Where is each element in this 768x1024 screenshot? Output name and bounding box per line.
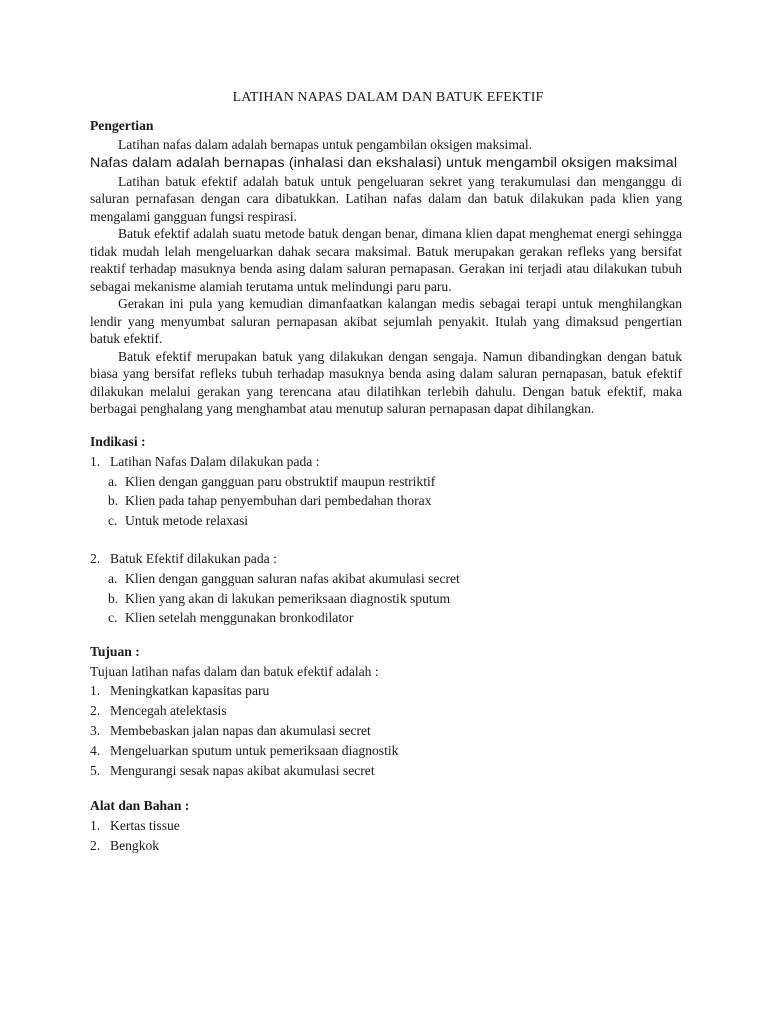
item-letter: a. — [108, 571, 118, 586]
item-number: 2. — [90, 702, 101, 718]
pengertian-paragraph: Batuk efektif merupakan batuk yang dilakukan dengan sengaja. Namun dibandingkan dengan batuk biasa yang bersifat refleks tubuh terhadap masuknya benda asing dalam saluran pernapasan, batuk efektif dilakukan melalui gerakan yang terencana atau dilatihkan terlebih dahulu. Dengan batuk efektif, maka berbagai penghalang yang menghambat atau menutup saluran pernapasan dapat dihilangkan. — [90, 348, 682, 416]
numbered-item — [90, 816, 682, 836]
lettered-item — [90, 589, 682, 609]
lettered-item — [90, 472, 682, 492]
item-text: Klien yang akan di lakukan pemeriksaan diagnostik sputum — [125, 590, 451, 606]
section-indikasi — [90, 433, 682, 628]
section-alat-bahan — [90, 797, 682, 856]
pengertian-paragraph: Batuk efektif adalah suatu metode batuk dengan benar, dimana klien dapat menghemat energi sehingga tidak mudah lelah mengeluarkan dahak secara maksimal. Batuk merupakan gerakan refleks yang bersifat reaktif terhadap masuknya benda asing dalam saluran pernapasan. Gerakan ini terjadi atau dilakukan tubuh sebagai mekanisme alamiah terutama untuk melindungi paru paru. — [90, 226, 682, 294]
item-letter: c. — [108, 610, 118, 625]
item-text: Untuk metode relaxasi — [125, 512, 249, 528]
item-number: 1. — [90, 817, 101, 833]
item-number: 1. — [90, 682, 101, 698]
item-text: Mengeluarkan sputum untuk pemeriksaan diagnostik — [110, 742, 399, 758]
item-text: Membebaskan jalan napas dan akumulasi secret — [110, 722, 371, 738]
item-text: Bengkok — [110, 837, 160, 853]
item-letter: b. — [108, 493, 119, 508]
item-text: Latihan Nafas Dalam dilakukan pada : — [110, 453, 320, 469]
item-number: 3. — [90, 722, 101, 738]
item-number: 2. — [90, 551, 101, 566]
item-text: Mengurangi sesak napas akibat akumulasi secret — [110, 762, 375, 778]
item-text: Klien setelah menggunakan bronkodilator — [125, 610, 354, 625]
numbered-item — [90, 721, 682, 741]
section-heading-pengertian: Pengertian — [90, 118, 154, 133]
lettered-item — [90, 491, 682, 511]
item-text: Klien dengan gangguan saluran nafas akibat akumulasi secret — [125, 571, 460, 586]
pengertian-paragraph-text: Latihan nafas dalam adalah bernapas untuk pengambilan oksigen maksimal. — [118, 137, 533, 152]
item-text: Klien pada tahap penyembuhan dari pembedahan thorax — [125, 493, 432, 508]
tujuan-intro: Tujuan latihan nafas dalam dan batuk efektif adalah : — [90, 663, 379, 679]
item-letter: a. — [108, 473, 118, 489]
numbered-item — [90, 701, 682, 721]
numbered-item — [90, 681, 682, 701]
numbered-item — [90, 549, 682, 569]
item-text: Meningkatkan kapasitas paru — [110, 682, 270, 698]
pengertian-paragraph: Gerakan ini pula yang kemudian dimanfaatkan kalangan medis sebagai terapi untuk menghilangkan lendir yang menyumbat saluran pernapasan akibat sejumlah penyakit. Itulah yang dimaksud pengertian batuk efektif. — [90, 296, 682, 346]
numbered-item — [90, 761, 682, 781]
numbered-item — [90, 836, 682, 856]
pengertian-paragraph: Latihan batuk efektif adalah batuk untuk pengeluaran sekret yang terakumulasi dan menganggu di saluran pernafasan dengan cara dibatukkan. Latihan nafas dalam dan batuk dilakukan pada klien yang mengalami gangguan fungsi respirasi. — [90, 173, 682, 224]
item-letter: b. — [108, 590, 119, 606]
pengertian-paragraph — [90, 136, 682, 154]
pengertian-paragraph-sans: Nafas dalam adalah bernapas (inhalasi dan ekshalasi) untuk mengambil oksigen maksimal — [90, 154, 678, 171]
section-heading-indikasi: Indikasi : — [90, 433, 146, 449]
lettered-item — [90, 608, 682, 628]
item-text: Klien dengan gangguan paru obstruktif maupun restriktif — [125, 473, 436, 489]
section-heading-tujuan: Tujuan : — [90, 643, 140, 659]
item-letter: c. — [108, 512, 118, 528]
section-tujuan — [90, 643, 682, 781]
numbered-item — [90, 452, 682, 472]
item-text: Mencegah atelektasis — [110, 702, 227, 718]
item-number: 4. — [90, 742, 101, 758]
item-number: 2. — [90, 837, 101, 853]
numbered-item — [90, 741, 682, 761]
item-number: 5. — [90, 762, 101, 778]
item-number: 1. — [90, 453, 101, 469]
document-body — [90, 90, 682, 856]
lettered-item — [90, 569, 682, 589]
document-title: LATIHAN NAPAS DALAM DAN BATUK EFEKTIF — [232, 90, 544, 105]
spacer — [90, 530, 682, 549]
item-text: Kertas tissue — [110, 817, 180, 833]
lettered-item — [90, 511, 682, 531]
item-text: Batuk Efektif dilakukan pada : — [110, 551, 277, 566]
section-heading-alat-bahan: Alat dan Bahan : — [90, 797, 190, 813]
